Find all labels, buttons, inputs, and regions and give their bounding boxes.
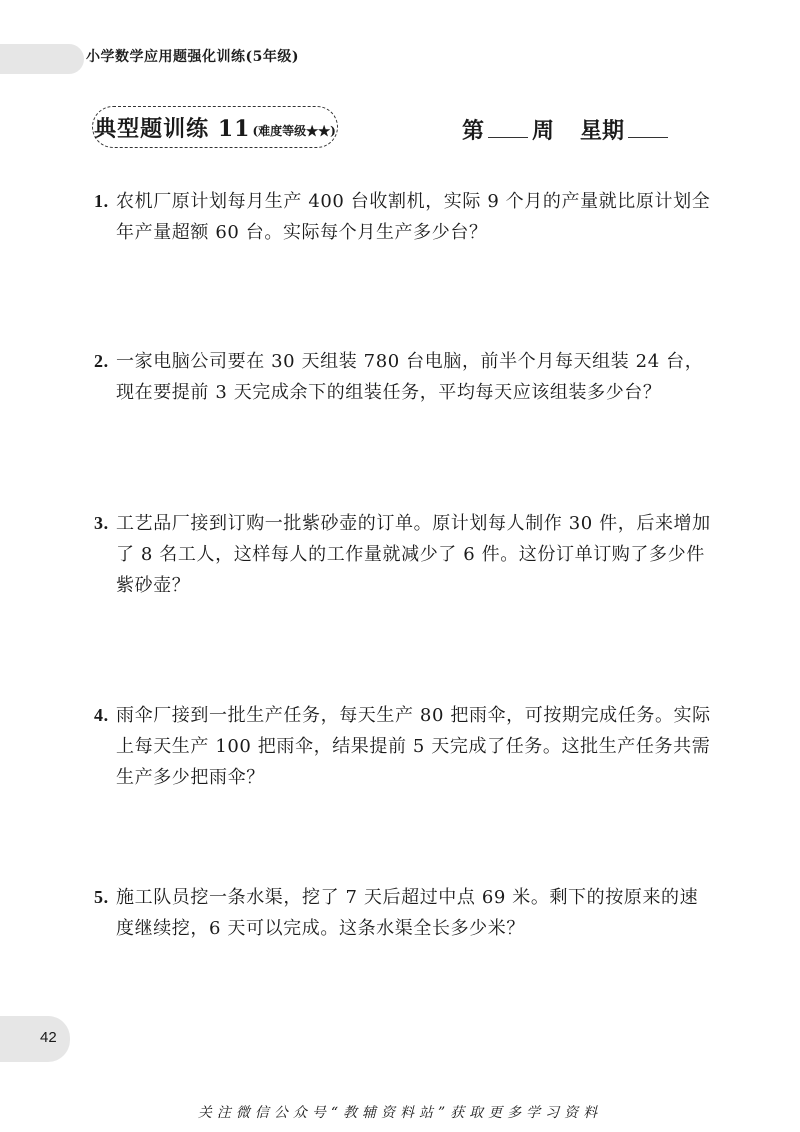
footer-note: 关注微信公众号“教辅资料站”获取更多学习资料 bbox=[197, 1105, 603, 1121]
problem-text: 雨伞厂接到一批生产任务，每天生产 80 把雨伞，可按期完成任务。实际上每天生产 100 把雨伞，结果提前 5 天完成了任务。这批生产任务共需生产多少把雨伞？ bbox=[116, 705, 711, 788]
page-number: 42 bbox=[40, 1029, 57, 1046]
section-title-box bbox=[92, 106, 338, 148]
problem-text: 农机厂原计划每月生产 400 台收割机，实际 9 个月的产量就比原计划全年产量超额 60 台。实际每个月生产多少台？ bbox=[116, 191, 711, 243]
problem-item bbox=[94, 346, 714, 408]
problem-number: 3. bbox=[94, 513, 109, 533]
week-suffix: 周 bbox=[532, 118, 555, 144]
week-prefix: 第 bbox=[462, 118, 485, 144]
problem-item bbox=[94, 882, 714, 944]
book-title: 小学数学应用题强化训练(5年级) bbox=[86, 49, 299, 65]
problem-number: 5. bbox=[94, 887, 109, 907]
section-title: 典型题训练 11 bbox=[94, 115, 251, 142]
problem-item bbox=[94, 186, 714, 248]
weekday-blank[interactable] bbox=[628, 119, 668, 138]
weekday-label: 星期 bbox=[580, 118, 625, 144]
problem-text: 一家电脑公司要在 30 天组装 780 台电脑，前半个月每天组装 24 台，现在要提前 3 天完成余下的组装任务，平均每天应该组装多少台？ bbox=[116, 351, 704, 403]
problem-number: 2. bbox=[94, 351, 109, 371]
problem-number: 1. bbox=[94, 191, 109, 211]
page-number-tab bbox=[0, 1016, 70, 1062]
problem-text: 工艺品厂接到订购一批紫砂壶的订单。原计划每人制作 30 件，后来增加了 8 名工人，这样每人的工作量就减少了 6 件。这份订单订购了多少件紫砂壶？ bbox=[116, 513, 711, 596]
problem-text: 施工队员挖一条水渠，挖了 7 天后超过中点 69 米。剩下的按原来的速度继续挖，6 天可以完成。这条水渠全长多少米？ bbox=[116, 887, 699, 939]
difficulty-label: (难度等级★★) bbox=[252, 123, 336, 138]
header-tab-decoration bbox=[0, 44, 84, 74]
week-day-field bbox=[462, 114, 668, 145]
problem-item bbox=[94, 508, 714, 601]
problem-number: 4. bbox=[94, 705, 109, 725]
problem-item bbox=[94, 700, 714, 793]
week-blank[interactable] bbox=[488, 119, 528, 138]
